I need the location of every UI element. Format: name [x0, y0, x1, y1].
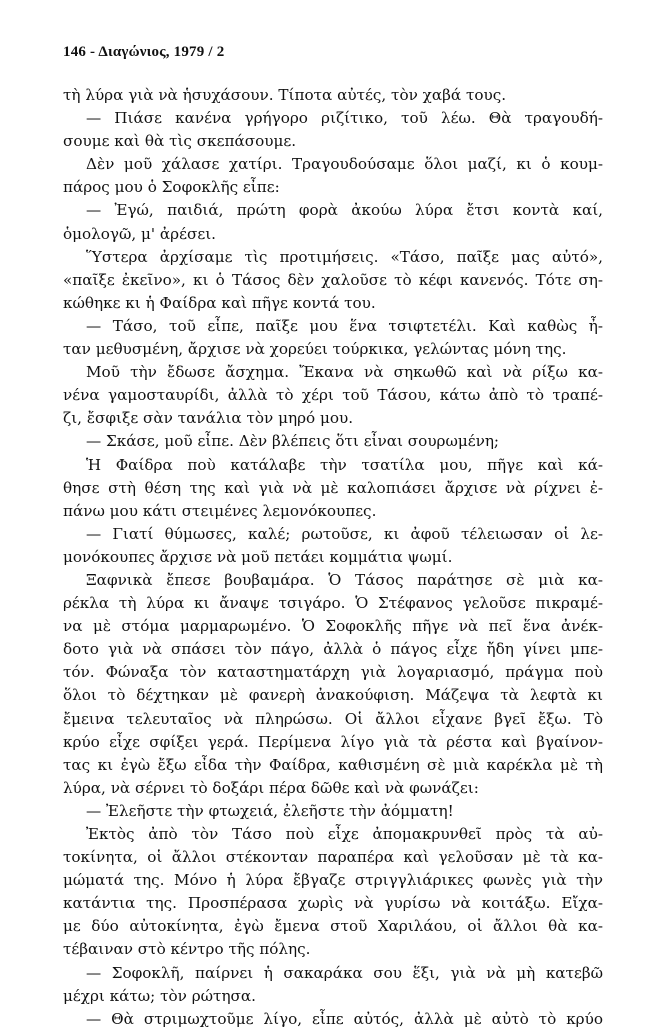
text-line: μέχρι κάτω; τὸν ρώτησα. — [63, 986, 257, 1005]
text-line: — Ἐλεῆστε τὴν φτωχειά, ἐλεῆστε τὴν ἀόμματη! — [86, 801, 454, 820]
text-line: κώθηκε κι ἡ Φαίδρα καὶ πῆγε κοντά του. — [63, 293, 376, 312]
text-line: Μοῦ τὴν ἔδωσε ἄσχημα. Ἔκανα νὰ σηκωθῶ καὶ νὰ ρίξω κα- — [86, 363, 603, 382]
body-text — [63, 84, 603, 1031]
text-line: Ξαφνικὰ ἔπεσε βουβαμάρα. Ὁ Τάσος παράτησε σὲ μιὰ κα- — [86, 570, 603, 589]
text-line: πάρος μου ὁ Σοφοκλῆς εἶπε: — [63, 178, 280, 197]
text-line: δοτο γιὰ νὰ σπάσει τὸν πάγο, ἀλλὰ ὁ πάγος εἶχε ἤδη γίνει μπε- — [63, 640, 603, 659]
text-line: πάνω μου κάτι στειμένες λεμονόκουπες. — [63, 501, 377, 520]
text-line: Ὕστερα ἀρχίσαμε τὶς προτιμήσεις. «Τάσο, παῖξε μας αὐτό», — [86, 247, 603, 266]
text-line: ἔμεινα τελευταῖος νὰ πληρώσω. Οἱ ἄλλοι εἶχανε βγεῖ ἔξω. Τὸ — [63, 709, 603, 728]
text-line: σουμε καὶ θὰ τὶς σκεπάσουμε. — [63, 132, 297, 151]
text-line: με δύο αὐτοκίνητα, ἐγὼ ἔμενα στοῦ Χαριλάου, οἱ ἄλλοι θὰ κα- — [63, 917, 603, 936]
text-line: ὁμολογῶ, μ' ἀρέσει. — [63, 224, 216, 243]
text-line: νένα γαμοσταυρίδι, ἀλλὰ τὸ χέρι τοῦ Τάσου, κάτω ἀπὸ τὸ τραπέ- — [63, 386, 603, 405]
text-line: τὴ λύρα γιὰ νὰ ἡσυχάσουν. Τίποτα αὐτές, τὸν χαβά τους. — [63, 86, 507, 104]
text-line: θησε στὴ θέση της καὶ γιὰ νὰ μὲ καλοπιάσει ἄρχισε νὰ ρίχνει ἐ- — [63, 478, 603, 497]
text-line: τας κι ἐγὼ ἔξω εἶδα τὴν Φαίδρα, καθισμένη σὲ μιὰ καρέκλα μὲ τὴ — [63, 755, 603, 774]
text-line: — Σκάσε, μοῦ εἶπε. Δὲν βλέπεις ὅτι εἶναι σουρωμένη; — [86, 432, 500, 451]
page-header: 146 - Διαγώνιος, 1979 / 2 — [63, 44, 225, 60]
text-line: — Τάσο, τοῦ εἶπε, παῖξε μου ἕνα τσιφτετέλι. Καὶ καθὼς ἦ- — [86, 316, 603, 335]
text-line: να μὲ στόμα μαρμαρωμένο. Ὁ Σοφοκλῆς πῆγε νὰ πεῖ ἕνα ἀνέκ- — [63, 617, 603, 636]
text-line: Ἐκτὸς ἀπὸ τὸν Τάσο ποὺ εἶχε ἀπομακρυνθεῖ πρὸς τὰ αὐ- — [86, 825, 603, 843]
text-line: — Πιάσε κανένα γρήγορο ριζίτικο, τοῦ λέω. Θὰ τραγουδή- — [86, 109, 603, 128]
text-line: — Γιατί θύμωσες, καλέ; ρωτοῦσε, κι ἀφοῦ τέλειωσαν οἱ λε- — [86, 524, 603, 543]
text-line: τοκίνητα, οἱ ἄλλοι στέκονταν παραπέρα καὶ γελοῦσαν μὲ τὰ κα- — [63, 848, 603, 867]
text-line: — Ἐγώ, παιδιά, πρώτη φορὰ ἀκούω λύρα ἔτσι κοντὰ καί, — [86, 201, 603, 220]
text-line: μώματά της. Μόνο ἡ λύρα ἔβγαζε στριγγλιάρικες φωνὲς γιὰ τὴν — [63, 871, 603, 890]
text-line: ρέκλα τὴ λύρα κι ἄναψε τσιγάρο. Ὁ Στέφανος γελοῦσε πικραμέ- — [63, 594, 603, 613]
text-line: τόν. Φώναξα τὸν καταστηματάρχη γιὰ λογαριασμό, πράγμα ποὺ — [63, 663, 603, 682]
text-line: Δὲν μοῦ χάλασε χατίρι. Τραγουδούσαμε ὅλοι μαζί, κι ὁ κουμ- — [86, 155, 603, 174]
text-line: — Θὰ στριμωχτοῦμε λίγο, εἶπε αὐτός, ἀλλὰ μὲ αὐτὸ τὸ κρύο — [86, 1009, 603, 1028]
text-line: κρύο εἶχε σφίξει γερά. Περίμενα λίγο γιὰ τὰ ρέστα καὶ βγαίνον- — [63, 732, 603, 751]
text-line: — Σοφοκλῆ, παίρνει ἡ σακαράκα σου ἕξι, γιὰ νὰ μὴ κατεβῶ — [86, 963, 603, 982]
text-line: Ἡ Φαίδρα ποὺ κατάλαβε τὴν τσατίλα μου, πῆγε καὶ κά- — [86, 455, 603, 474]
text-line: ὅλοι τὸ δέχτηκαν μὲ φανερὴ ἀνακούφιση. Μάζεψα τὰ λεφτὰ κι — [63, 686, 603, 705]
text-line: «παῖξε ἐκεῖνο», κι ὁ Τάσος δὲν χαλοῦσε τὸ κέφι κανενός. Τότε ση- — [63, 270, 603, 289]
text-line: μονόκουπες ἄρχισε νὰ μοῦ πετάει κομμάτια ψωμί. — [63, 547, 453, 566]
text-line: λύρα, νὰ σέρνει τὸ δοξάρι πέρα δῶθε καὶ νὰ φωνάζει: — [63, 778, 479, 797]
text-line: κατάντια της. Προσπέρασα χωρὶς νὰ γυρίσω νὰ κοιτάξω. Εἴχα- — [63, 894, 603, 913]
text-line: ταν μεθυσμένη, ἄρχισε νὰ χορεύει τούρκικα, γελώντας μόνη της. — [63, 340, 567, 359]
text-line: ζι, ἔσφιξε σὰν τανάλια τὸν μηρό μου. — [63, 409, 354, 428]
text-line: τέβαιναν στὸ κέντρο τῆς πόλης. — [63, 940, 311, 959]
